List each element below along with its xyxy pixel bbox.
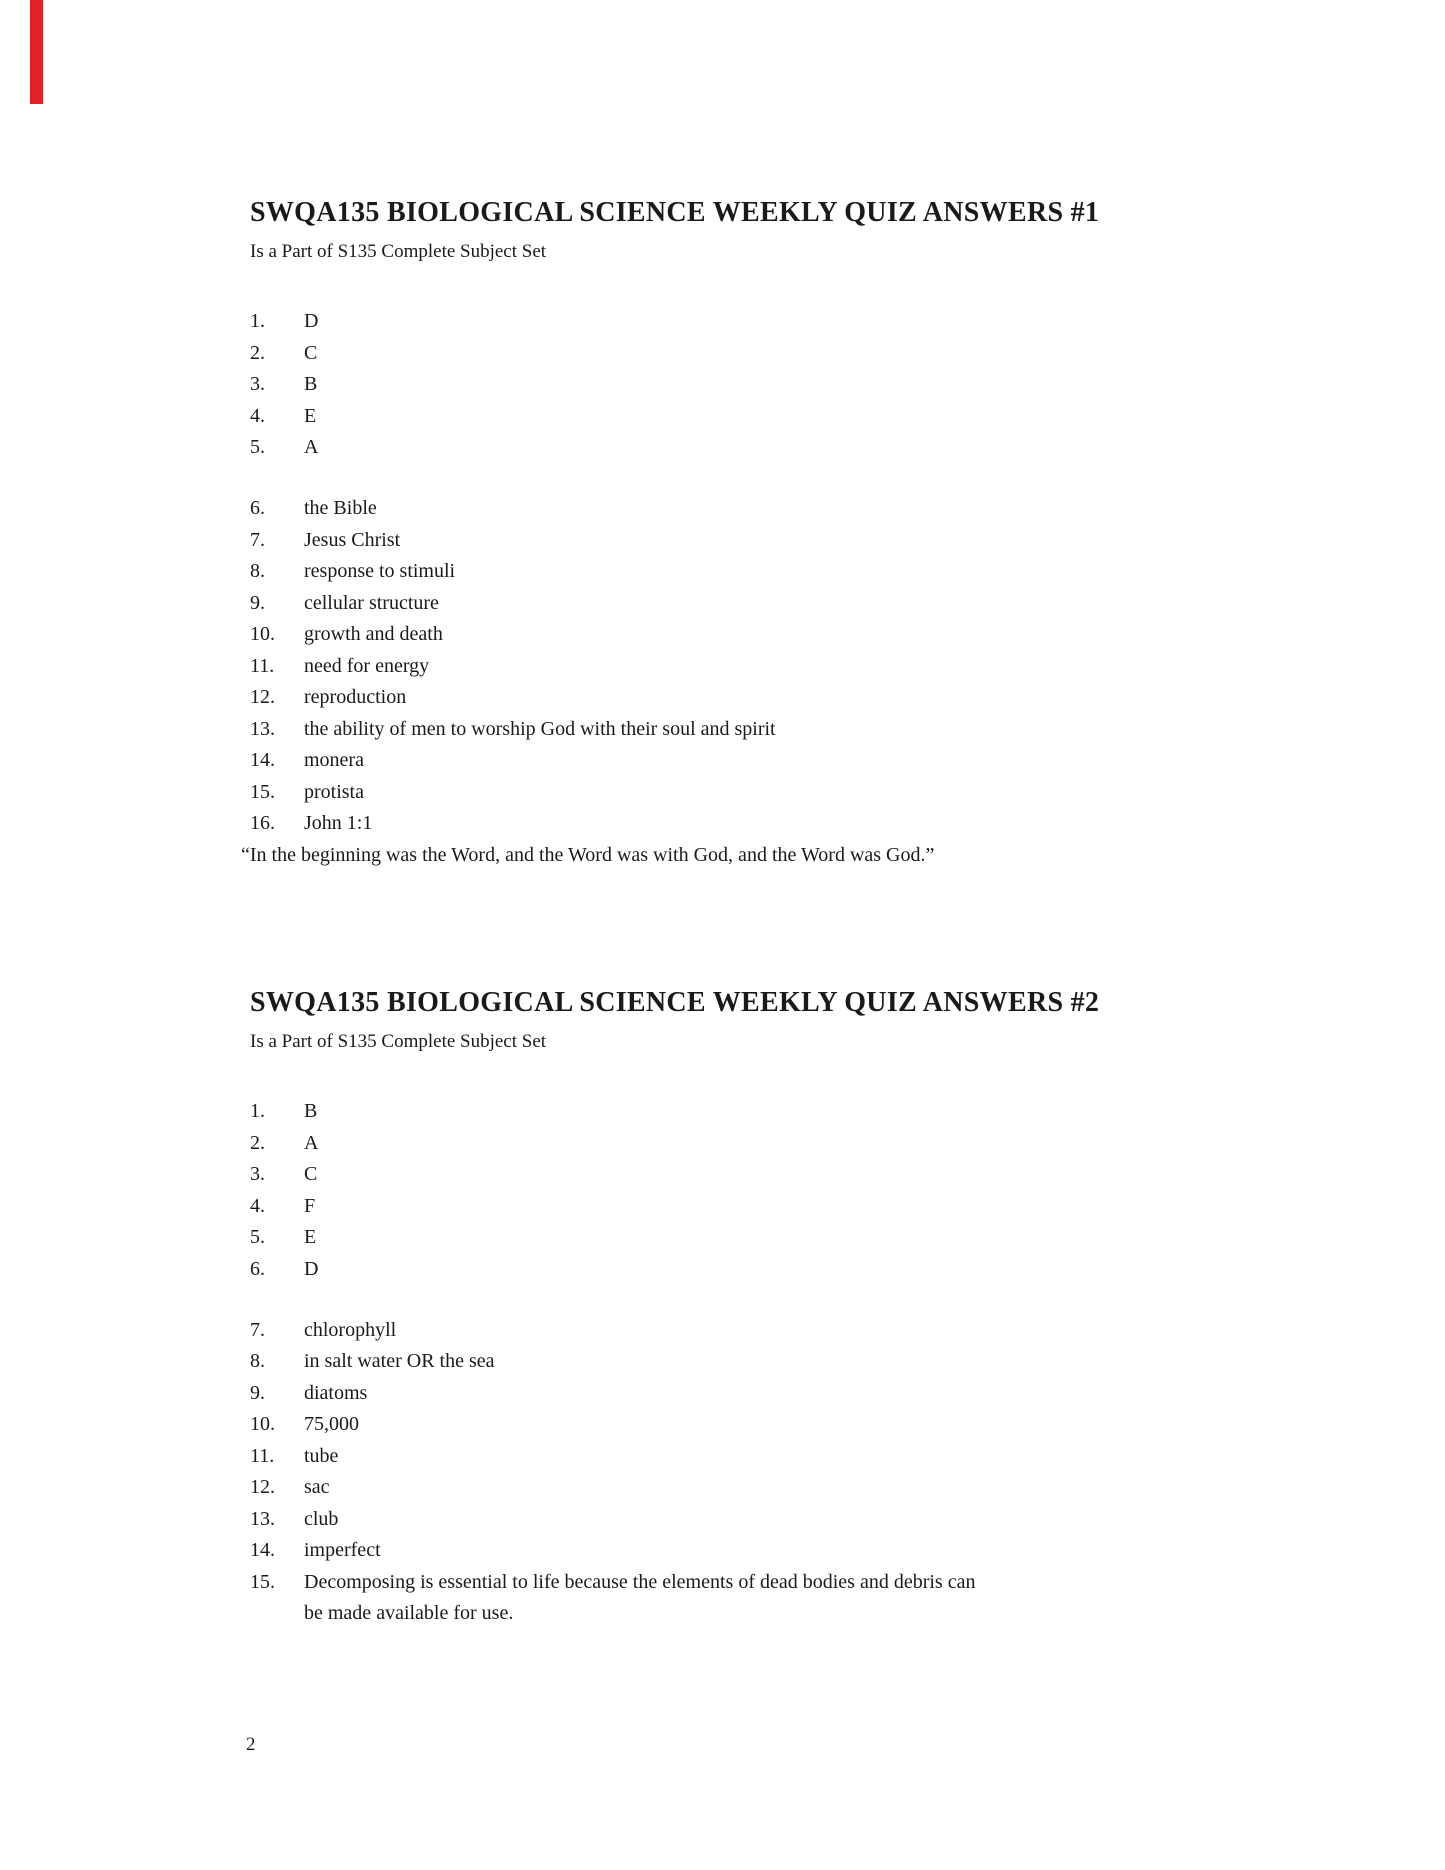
answer-row: [250, 1472, 1335, 1504]
answer-row: [250, 1441, 1335, 1473]
answer-number: 5.: [250, 436, 265, 458]
answer-row: [250, 619, 1335, 651]
answer-row: [250, 1096, 1335, 1128]
answer-row: [250, 1346, 1335, 1378]
answer-row: [250, 1567, 1335, 1630]
answer-number: 15.: [250, 780, 275, 803]
answer-row: [250, 651, 1335, 683]
answer-text-line: imperfect: [304, 1539, 381, 1561]
answer-number: 11.: [250, 654, 275, 677]
answer-text-line: E: [304, 1226, 317, 1248]
answer-text-line: D: [304, 310, 319, 332]
section-2-subtitle: Is a Part of S135 Complete Subject Set: [250, 1031, 547, 1052]
answer-row: [250, 493, 1335, 525]
section-1-text-answers-list: [250, 493, 1335, 840]
answer-text: [304, 1254, 1289, 1286]
answer-text-line: D: [304, 1257, 319, 1280]
page-content: [241, 0, 1335, 1757]
answer-row: [250, 556, 1335, 588]
answer-text: [304, 369, 1289, 401]
answer-text: [304, 1504, 1289, 1536]
answer-number: 7.: [250, 528, 265, 551]
answer-text-line: B: [304, 373, 318, 395]
answer-text-line: protista: [304, 780, 364, 803]
answer-text-line: sac: [304, 1476, 330, 1498]
answer-text-line: diatoms: [304, 1381, 368, 1404]
answer-text-line: C: [304, 1163, 318, 1185]
answer-row: [250, 777, 1335, 809]
answer-number: 9.: [250, 1381, 265, 1404]
answer-number: 13.: [250, 717, 275, 740]
answer-text-line: cellular structure: [304, 591, 439, 614]
answer-number: 13.: [250, 1507, 275, 1530]
answer-text-line: in salt water OR the sea: [304, 1350, 495, 1372]
answer-number: 2.: [250, 1131, 265, 1154]
answer-row: [250, 1222, 1335, 1254]
section-1-title: SWQA135 BIOLOGICAL SCIENCE WEEKLY QUIZ ANSWERS #1: [250, 197, 1100, 228]
answer-text-line: A: [304, 1131, 319, 1154]
page-number: 2: [246, 1733, 256, 1755]
answer-text: [304, 714, 1289, 746]
answer-number: 8.: [250, 1350, 265, 1372]
answer-number: 7.: [250, 1318, 265, 1341]
section-1-letter-answers-list: [250, 306, 1335, 464]
answer-row: [250, 369, 1335, 401]
answer-text-line: club: [304, 1507, 339, 1530]
answer-row: [250, 401, 1335, 433]
answer-row: [250, 1254, 1335, 1286]
answer-number: 6.: [250, 1257, 265, 1280]
answer-text: [304, 1346, 1289, 1378]
answer-text: [304, 1096, 1289, 1128]
answer-row: [250, 1535, 1335, 1567]
answer-text-continued: be made available for use.: [304, 1602, 514, 1624]
answer-text: [304, 651, 1289, 683]
answer-text: [304, 619, 1289, 651]
answer-text-line: A: [304, 436, 319, 458]
answer-text: [304, 338, 1289, 370]
answer-text: [304, 745, 1289, 777]
answer-text: [304, 432, 1289, 464]
answer-text: [304, 1441, 1289, 1473]
answer-text-line: Jesus Christ: [304, 528, 401, 551]
answer-number: 4.: [250, 404, 265, 427]
answer-text-line: the Bible: [304, 497, 377, 519]
answer-number: 10.: [250, 623, 275, 645]
answer-text-line: John 1:1: [304, 812, 373, 834]
answer-row: [250, 1159, 1335, 1191]
answer-number: 4.: [250, 1194, 265, 1217]
answer-number: 5.: [250, 1226, 265, 1248]
answer-text-line: C: [304, 341, 318, 364]
quiz-answers-section-1: [241, 197, 1335, 871]
answer-number: 1.: [250, 1100, 265, 1122]
answer-number: 6.: [250, 497, 265, 519]
answer-row: [250, 1378, 1335, 1410]
answer-number: 14.: [250, 1539, 275, 1561]
answer-row: [250, 1128, 1335, 1160]
section-2-letter-answers-list: [250, 1096, 1335, 1285]
answer-text: [304, 1409, 1289, 1441]
answer-number: 8.: [250, 560, 265, 582]
answer-text: [304, 588, 1289, 620]
answer-text: [304, 1128, 1289, 1160]
answer-text-line: 75,000: [304, 1413, 359, 1435]
answer-text-line: B: [304, 1100, 318, 1122]
section-2-title: SWQA135 BIOLOGICAL SCIENCE WEEKLY QUIZ ANSWERS #2: [250, 987, 1100, 1018]
answer-text: [304, 556, 1289, 588]
answer-text-line: chlorophyll: [304, 1318, 397, 1341]
answer-text-line: monera: [304, 749, 364, 771]
answer-text-line: E: [304, 404, 317, 427]
answer-row: [250, 525, 1335, 557]
answer-text: [304, 808, 1289, 840]
answer-number: 1.: [250, 310, 265, 332]
answer-number: 12.: [250, 1476, 275, 1498]
answer-row: [250, 745, 1335, 777]
answer-text-line: Decomposing is essential to life because the elements of dead bodies and debris can: [304, 1570, 976, 1593]
answer-text: [304, 1191, 1289, 1223]
answer-row: [250, 1504, 1335, 1536]
answer-text: [304, 682, 1289, 714]
answer-text: [304, 1222, 1289, 1254]
answer-number: 12.: [250, 686, 275, 708]
answer-number: 11.: [250, 1444, 275, 1467]
answer-row: [250, 714, 1335, 746]
answer-text: [304, 401, 1289, 433]
answer-text: [304, 777, 1289, 809]
answer-row: [250, 682, 1335, 714]
scripture-quote: “In the beginning was the Word, and the Word was with God, and the Word was God.”: [241, 843, 935, 866]
answer-text: [304, 1567, 1289, 1630]
section-1-subtitle: Is a Part of S135 Complete Subject Set: [250, 241, 547, 262]
answer-number: 9.: [250, 591, 265, 614]
answer-number: 16.: [250, 812, 275, 834]
answer-text-line: need for energy: [304, 654, 430, 677]
section-2-text-answers-list: [250, 1315, 1335, 1630]
answer-number: 3.: [250, 1163, 265, 1185]
quiz-answers-section-2: [250, 988, 1335, 1630]
answer-row: [250, 338, 1335, 370]
answer-text-line: growth and death: [304, 623, 443, 645]
red-margin-mark: [30, 0, 43, 104]
answer-text: [304, 1472, 1289, 1504]
answer-row: [250, 1409, 1335, 1441]
answer-text-line: the ability of men to worship God with their soul and spirit: [304, 717, 776, 740]
answer-text: [304, 525, 1289, 557]
answer-row: [250, 588, 1335, 620]
answer-text: [304, 493, 1289, 525]
answer-text: [304, 1315, 1289, 1347]
answer-number: 15.: [250, 1570, 275, 1593]
answer-text: [304, 1378, 1289, 1410]
answer-text: [304, 1159, 1289, 1191]
answer-row: [250, 306, 1335, 338]
answer-row: [250, 432, 1335, 464]
answer-text: [304, 1535, 1289, 1567]
answer-number: 14.: [250, 749, 275, 771]
answer-number: 10.: [250, 1413, 275, 1435]
answer-row: [250, 1315, 1335, 1347]
answer-text-line: reproduction: [304, 686, 407, 708]
answer-text-line: tube: [304, 1444, 339, 1467]
answer-row: [250, 808, 1335, 840]
answer-number: 2.: [250, 341, 265, 364]
answer-text: [304, 306, 1289, 338]
answer-text-line: F: [304, 1194, 316, 1217]
answer-text-line: response to stimuli: [304, 560, 456, 582]
answer-row: [250, 1191, 1335, 1223]
answer-number: 3.: [250, 373, 265, 395]
